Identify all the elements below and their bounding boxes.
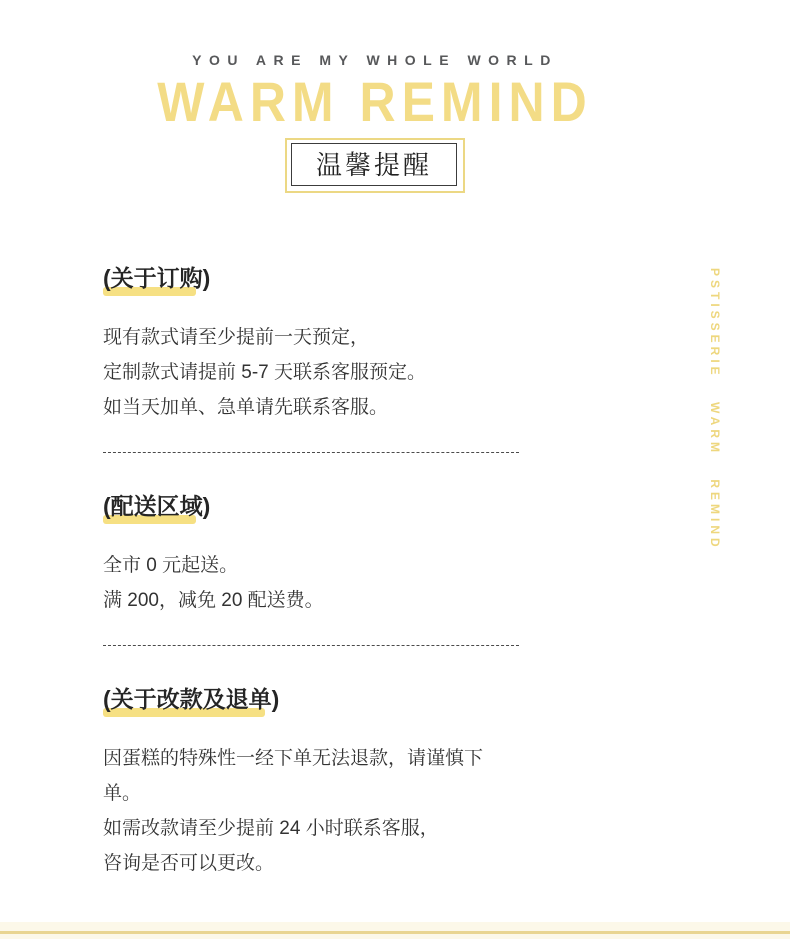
notice-line: 如需改款请至少提前 24 小时联系客服， [103, 818, 439, 839]
heading-highlight: (配送区域) [103, 490, 210, 522]
heading-highlight: (关于订购) [103, 262, 210, 294]
notice-line: 全市 0 元起送。 [103, 555, 239, 576]
page-title: WARM REMIND [157, 70, 593, 134]
tagline: YOU ARE MY WHOLE WORLD [192, 52, 558, 68]
section-heading-delivery [103, 490, 519, 522]
section-heading-refund [103, 683, 519, 715]
section-refund [103, 683, 519, 881]
side-vertical-text: PSTISSERIE WARM REMIND [708, 268, 722, 551]
notice-line: 如当天加单、急单请先联系客服。 [103, 397, 389, 418]
subtitle-box [285, 138, 465, 193]
notice-line: 现有款式请至少提前一天预定， [103, 327, 370, 348]
notice-content [103, 262, 519, 881]
page-header [0, 0, 750, 193]
section-heading-ordering [103, 262, 519, 294]
title-row [0, 68, 750, 138]
heading-highlight: (关于改款及退单) [103, 683, 279, 715]
subtitle-text: 温馨提醒 [291, 143, 457, 186]
dotted-divider [103, 452, 519, 453]
bottom-accent-band [0, 922, 790, 939]
dotted-divider [103, 645, 519, 646]
notice-line: 因蛋糕的特殊性一经下单无法退款，请谨慎下单。 [103, 748, 484, 804]
section-delivery [103, 490, 519, 618]
notice-line: 定制款式请提前 5-7 天联系客服预定。 [103, 362, 427, 383]
notice-line: 满 200，减免 20 配送费。 [103, 590, 324, 611]
bottom-accent-line [0, 931, 790, 934]
notice-line: 咨询是否可以更改。 [103, 853, 275, 874]
section-ordering [103, 262, 519, 425]
